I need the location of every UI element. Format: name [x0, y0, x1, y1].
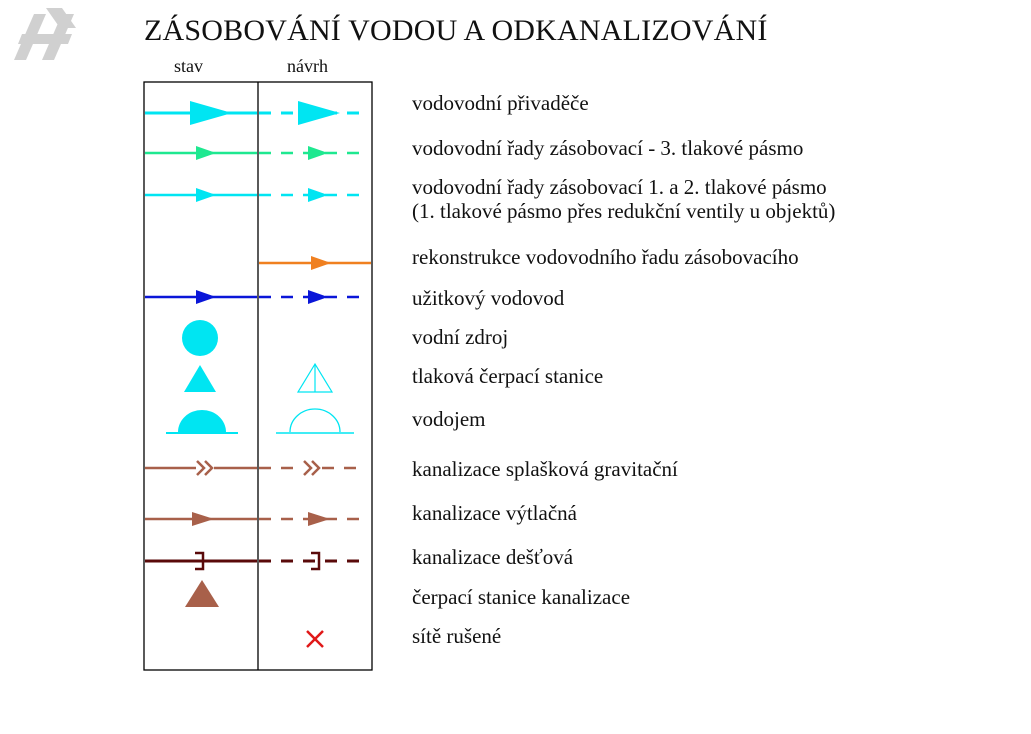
symbol-storm-sewer-existing — [145, 553, 257, 569]
symbol-sewer-pump-existing — [185, 580, 219, 607]
legend-label-reservoir: vodojem — [412, 407, 486, 431]
column-header-existing: stav — [174, 56, 203, 76]
page-title: ZÁSOBOVÁNÍ VODOU A ODKANALIZOVÁNÍ — [144, 14, 768, 47]
legend-label-sewer-gravity: kanalizace splašková gravitační — [412, 457, 678, 481]
symbol-supply-zone-3-existing — [145, 146, 257, 160]
symbol-sewer-pressure-proposed — [259, 512, 366, 526]
legend-label-storm-sewer: kanalizace dešťová — [412, 545, 574, 569]
legend-label-cancelled: sítě rušené — [412, 624, 502, 648]
symbol-supply-zone-1-2-existing — [145, 188, 257, 202]
symbol-pressure-pump-proposed — [298, 364, 332, 392]
legend-label-reconstruction: rekonstrukce vodovodního řadu zásobovacího — [412, 245, 799, 269]
symbol-sewer-gravity-existing — [145, 461, 257, 475]
symbol-reservoir-proposed — [276, 409, 354, 433]
symbol-reservoir-existing — [166, 410, 238, 433]
legend-label-sewer-pump: čerpací stanice kanalizace — [412, 585, 631, 609]
legend-label-pressure-pump: tlaková čerpací stanice — [412, 364, 604, 388]
legend-label-utility-water: užitkový vodovod — [412, 286, 565, 310]
symbol-water-feeder-proposed — [259, 101, 366, 125]
symbol-utility-water-existing — [145, 290, 257, 304]
legend-label-supply-zone-1-2: vodovodní řady zásobovací 1. a 2. tlakové pásmo — [412, 175, 827, 199]
symbol-sewer-gravity-proposed — [259, 461, 366, 475]
symbol-supply-zone-1-2-proposed — [259, 188, 366, 202]
symbol-water-feeder-existing — [145, 101, 257, 125]
symbol-supply-zone-3-proposed — [259, 146, 366, 160]
symbol-cancelled-proposed — [307, 631, 323, 647]
legend-label-water-feeder: vodovodní přivaděče — [412, 91, 589, 115]
column-header-proposed: návrh — [287, 56, 328, 76]
symbol-pressure-pump-existing — [184, 365, 216, 392]
legend-label-sewer-pressure: kanalizace výtlačná — [412, 501, 577, 525]
legend-label-supply-zone-1-2-note: (1. tlakové pásmo přes redukční ventily u objektů) — [412, 199, 836, 223]
legend-label-supply-zone-3: vodovodní řady zásobovací - 3. tlakové pásmo — [412, 136, 804, 160]
symbol-utility-water-proposed — [259, 290, 366, 304]
legend-label-water-source: vodní zdroj — [412, 325, 509, 349]
symbol-reconstruction-proposed — [259, 256, 371, 270]
symbol-storm-sewer-proposed — [259, 553, 366, 569]
symbol-sewer-pressure-existing — [145, 512, 257, 526]
symbol-water-source-existing — [182, 320, 218, 356]
